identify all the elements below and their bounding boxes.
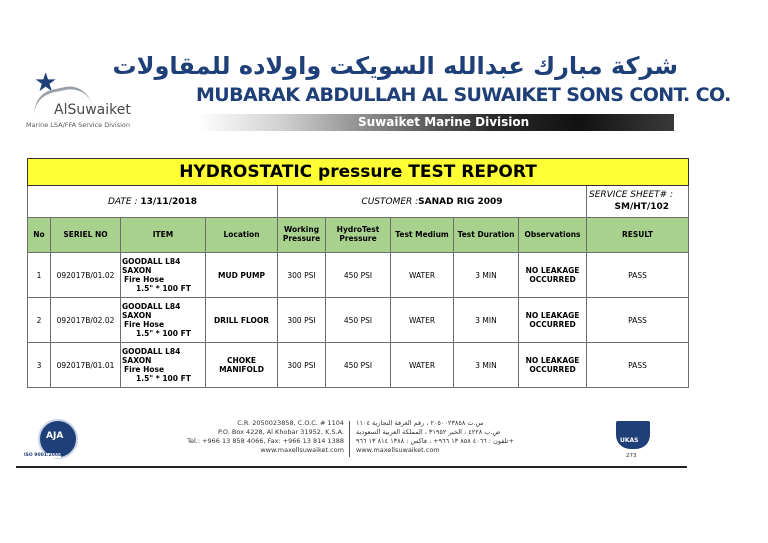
footer-contact-arabic — [356, 419, 514, 455]
row-serial: 092017B/01.02 — [51, 253, 121, 298]
col-header-location: Location — [206, 218, 278, 253]
row-item — [121, 253, 206, 298]
row-working-pressure: 300 PSI — [278, 253, 326, 298]
col-header-working-pressure: Working Pressure — [278, 218, 326, 253]
footer-contact-english — [144, 419, 344, 455]
item-line-2: Fire Hose — [124, 320, 165, 329]
aja-label: AJA — [46, 431, 64, 441]
row-working-pressure: 300 PSI — [278, 298, 326, 343]
row-test-duration: 3 MIN — [454, 298, 519, 343]
col-header-test-medium: Test Medium — [391, 218, 454, 253]
row-test-medium: WATER — [391, 343, 454, 388]
footer-divider — [349, 421, 350, 457]
logo-subtitle: Marine LSA/FFA Service Division — [26, 121, 130, 129]
row-location: DRILL FLOOR — [206, 298, 278, 343]
ukas-accreditation-logo — [614, 421, 652, 463]
row-observations: NO LEAKAGE OCCURRED — [519, 298, 587, 343]
row-hydrotest-pressure: 450 PSI — [326, 343, 391, 388]
table-row — [28, 253, 689, 298]
item-line-3: 1.5" * 100 FT — [136, 374, 191, 383]
row-observations: NO LEAKAGE OCCURRED — [519, 253, 587, 298]
item-line-3: 1.5" * 100 FT — [136, 284, 191, 293]
date-value: 13/11/2018 — [140, 196, 198, 207]
ukas-label: UKAS — [620, 437, 639, 444]
row-working-pressure: 300 PSI — [278, 343, 326, 388]
service-sheet-value: SM/HT/102 — [614, 201, 669, 212]
ukas-number: 273 — [626, 453, 637, 459]
row-serial: 092017B/02.02 — [51, 298, 121, 343]
col-header-result: RESULT — [587, 218, 689, 253]
col-header-serial: SERIEL NO — [51, 218, 121, 253]
row-test-duration: 3 MIN — [454, 343, 519, 388]
row-no: 2 — [28, 298, 51, 343]
row-test-medium: WATER — [391, 298, 454, 343]
service-sheet-label: SERVICE SHEET# : — [589, 189, 674, 200]
row-location: CHOKE MANIFOLD — [206, 343, 278, 388]
footer-rule — [16, 466, 687, 468]
row-location: MUD PUMP — [206, 253, 278, 298]
footer-address-line: P.O. Box 4228, Al Khobar 31952, K.S.A. — [217, 427, 344, 436]
footer-address-line-arabic: ص.ب ٤٢٢٨ ، الخبر ٣١٩٥٢ ، المملكة العربية السعودية — [356, 427, 501, 436]
footer-website-link-arabic[interactable]: www.maxellsuwaiket.com — [356, 445, 440, 454]
test-report-table — [27, 158, 689, 388]
date-label: DATE : — [107, 196, 138, 207]
item-line-3: 1.5" * 100 FT — [136, 329, 191, 338]
table-row — [28, 343, 689, 388]
customer-value: SANAD RIG 2009 — [418, 196, 503, 207]
date-cell — [28, 186, 278, 218]
row-no: 1 — [28, 253, 51, 298]
col-header-item: ITEM — [121, 218, 206, 253]
col-header-observations: Observations — [519, 218, 587, 253]
column-header-row — [28, 218, 689, 253]
row-hydrotest-pressure: 450 PSI — [326, 253, 391, 298]
company-name-arabic: شركة مبارك عبدالله السويكت واولاده للمقاولات — [112, 52, 678, 80]
customer-cell — [278, 186, 587, 218]
footer-phone-line: Tel.: +966 13 858 4066, Fax: +966 13 814 1388 — [187, 436, 344, 445]
footer-cr-line-arabic: س.ت ٢٠٥٠٠٢٣٨٥٨ ، رقم الغرفة التجارية ١١٠٤ — [356, 419, 484, 427]
footer-cr-line: C.R. 2050023858, C.O.C. # 1104 — [237, 419, 344, 427]
table-row — [28, 298, 689, 343]
row-result: PASS — [587, 298, 689, 343]
item-line-1: GOODALL L84 SAXON — [122, 257, 181, 275]
col-header-no: No — [28, 218, 51, 253]
footer-phone-line-arabic: تلفون : ٤٠٦٦ ٨٥٨ ١٣ ٩٦٦+ ، فاكس : ١٣٨٨ ٨١٤ ١٣ ٩٦٦+ — [356, 436, 514, 445]
item-line-1: GOODALL L84 SAXON — [122, 347, 181, 365]
row-no: 3 — [28, 343, 51, 388]
star-icon: ★ — [34, 68, 58, 98]
row-test-duration: 3 MIN — [454, 253, 519, 298]
item-line-1: GOODALL L84 SAXON — [122, 302, 181, 320]
item-line-2: Fire Hose — [124, 275, 165, 284]
row-result: PASS — [587, 253, 689, 298]
row-test-medium: WATER — [391, 253, 454, 298]
col-header-test-duration: Test Duration — [454, 218, 519, 253]
ukas-shield-icon — [616, 421, 650, 449]
row-hydrotest-pressure: 450 PSI — [326, 298, 391, 343]
service-sheet-cell — [587, 186, 689, 218]
row-item — [121, 298, 206, 343]
iso-label: ISO 9001:2008 — [24, 453, 62, 458]
row-result: PASS — [587, 343, 689, 388]
report-title: HYDROSTATIC pressure TEST REPORT — [28, 159, 689, 186]
logo-name: AlSuwaiket — [54, 102, 131, 118]
customer-label: CUSTOMER : — [361, 196, 419, 207]
division-banner — [198, 114, 674, 131]
footer-website-link[interactable]: www.maxellsuwaiket.com — [260, 445, 344, 454]
footer — [16, 417, 686, 463]
item-line-2: Fire Hose — [124, 365, 165, 374]
col-header-hydrotest-pressure: HydroTest Pressure — [326, 218, 391, 253]
row-serial: 092017B/01.01 — [51, 343, 121, 388]
row-item — [121, 343, 206, 388]
aja-certification-logo — [16, 417, 100, 461]
company-name-english: MUBARAK ABDULLAH AL SUWAIKET SONS CONT. CO. — [196, 84, 731, 106]
division-label: Suwaiket Marine Division — [358, 115, 530, 129]
row-observations: NO LEAKAGE OCCURRED — [519, 343, 587, 388]
